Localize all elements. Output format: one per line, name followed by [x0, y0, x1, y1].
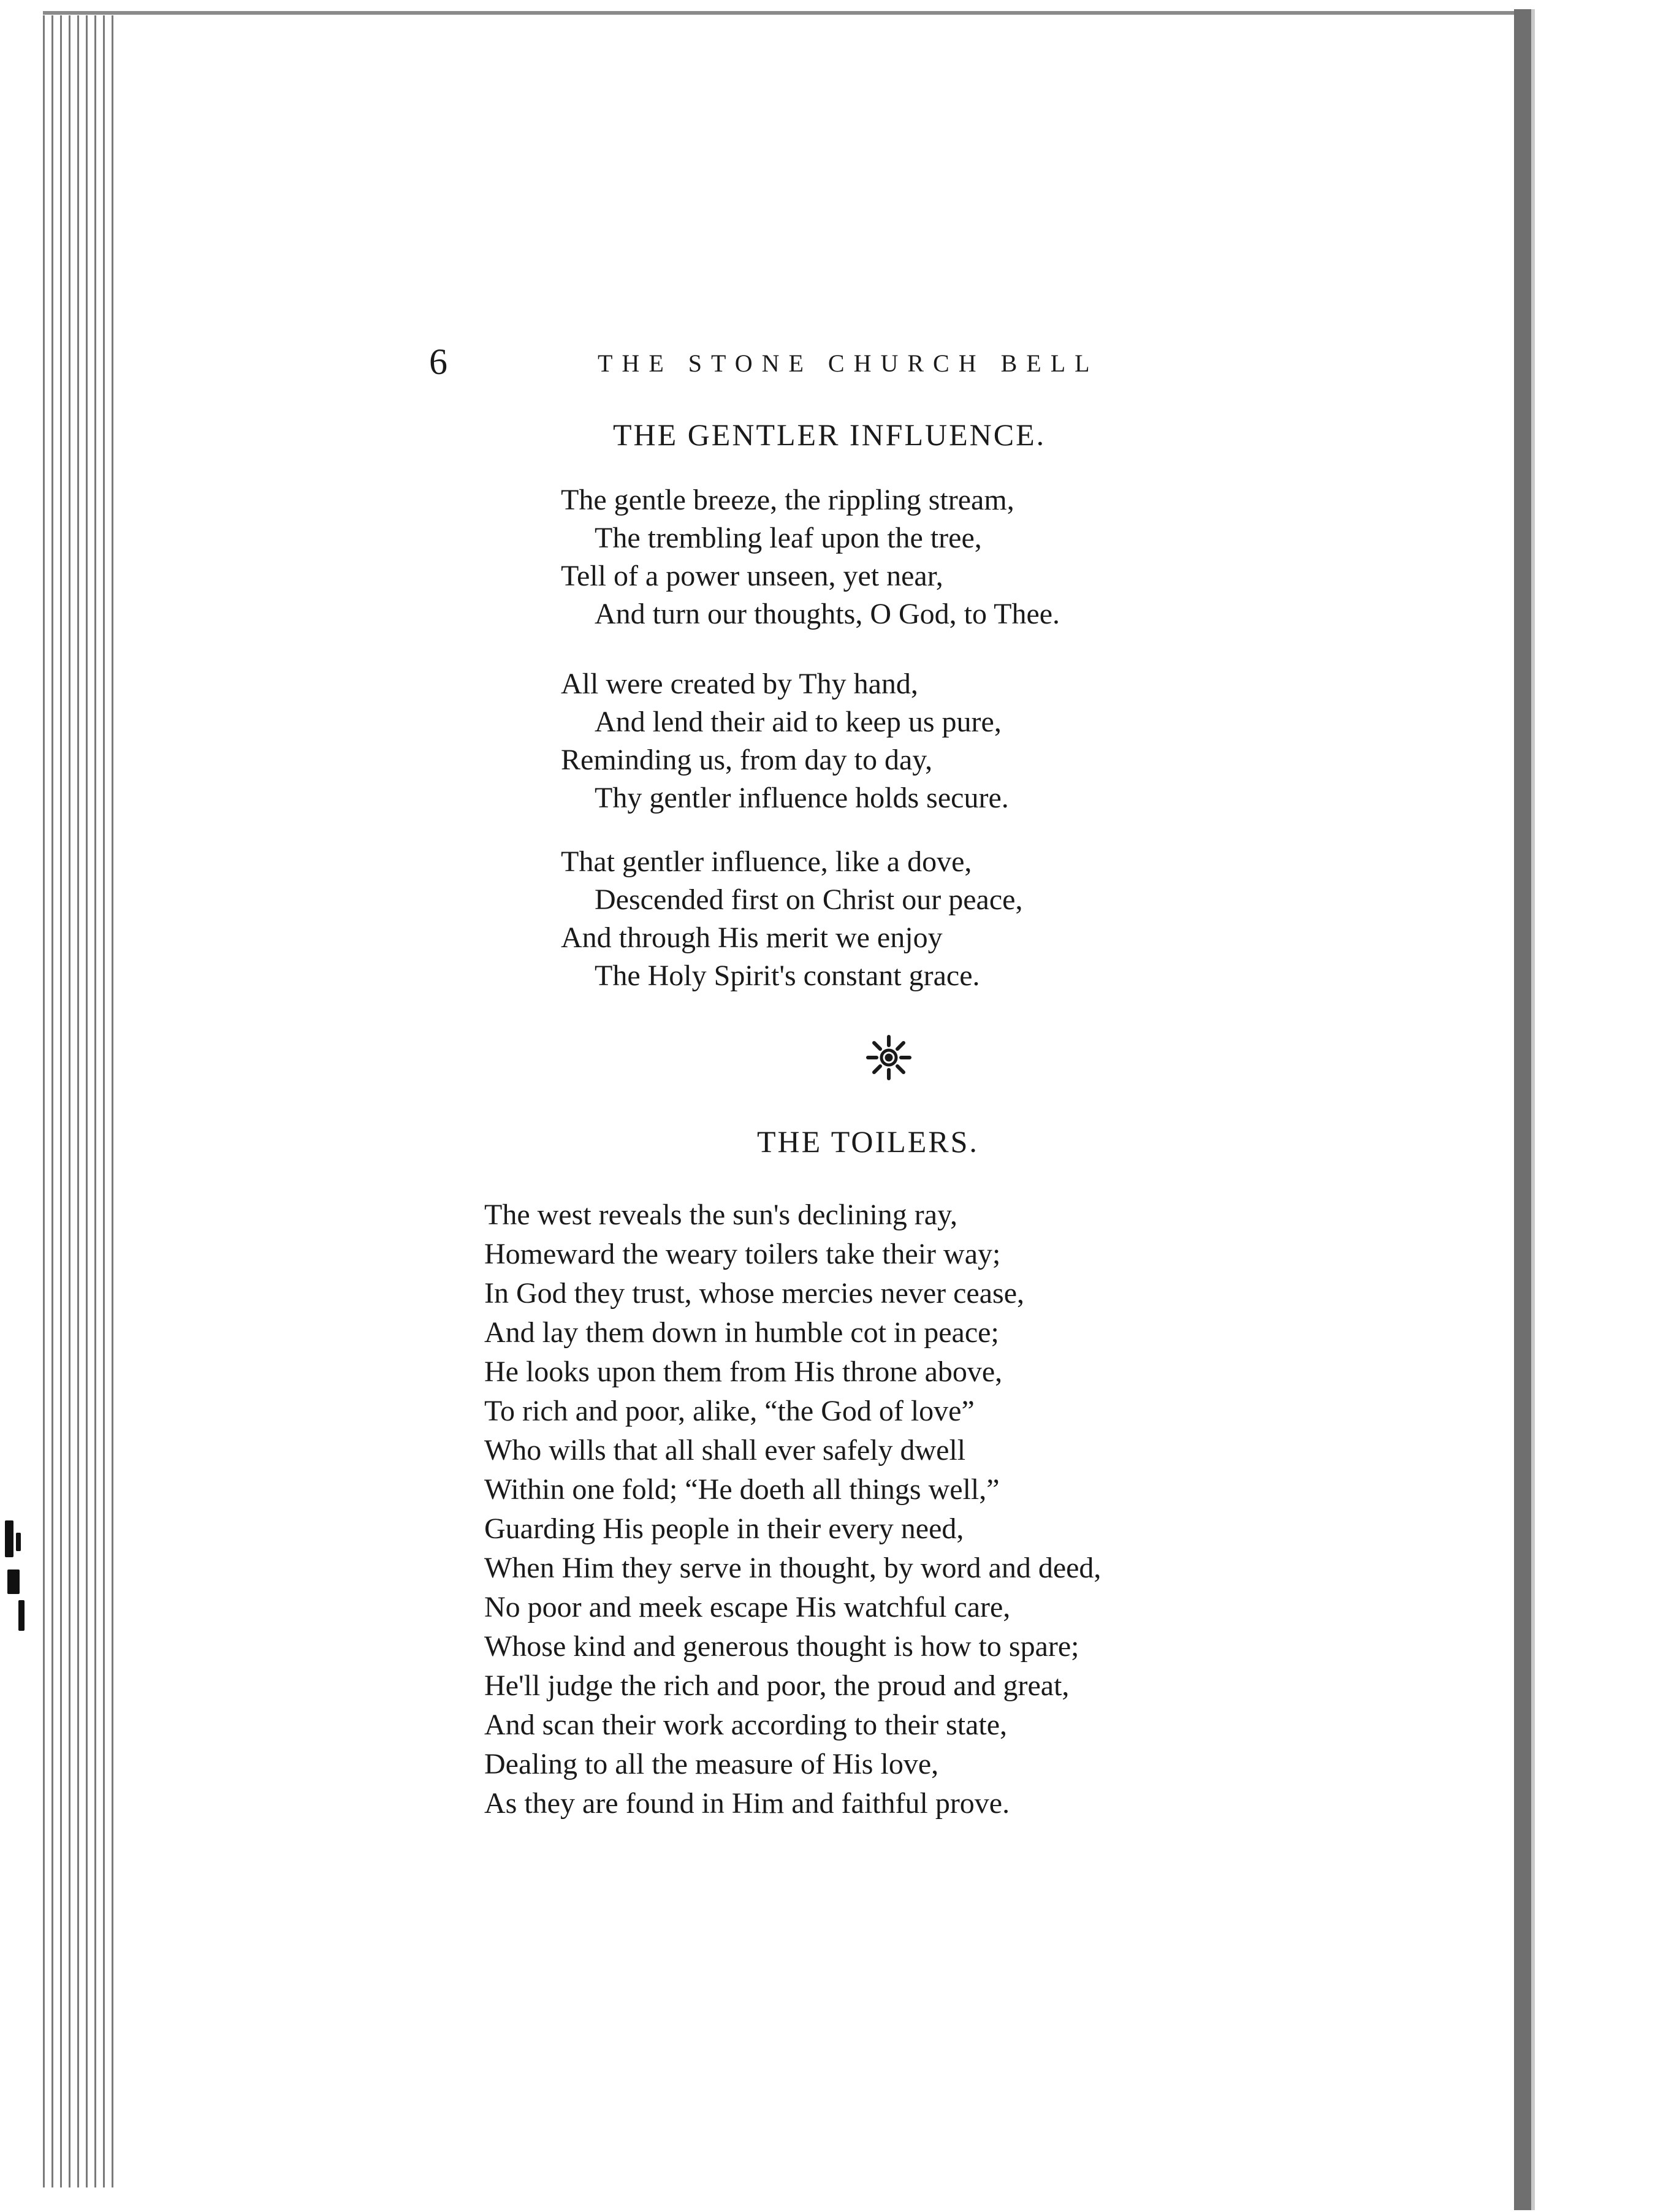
sun-ornament-icon: [864, 1033, 913, 1082]
page-stack-edges: [43, 0, 123, 2212]
verse-line: Within one fold; “He doeth all things well,”: [484, 1473, 1000, 1506]
verse-line: The gentle breeze, the rippling stream,: [561, 484, 1014, 516]
verse-line: All were created by Thy hand,: [561, 668, 918, 700]
verse-line: When Him they serve in thought, by word and deed,: [484, 1552, 1101, 1584]
verse-line: Descended first on Christ our peace,: [595, 883, 1023, 916]
verse-line: And lay them down in humble cot in peace;: [484, 1316, 999, 1349]
verse-line: As they are found in Him and faithful prove.: [484, 1787, 1010, 1820]
page-number: 6: [429, 341, 447, 382]
verse-line: Guarding His people in their every need,: [484, 1512, 964, 1545]
verse-line: Reminding us, from day to day,: [561, 744, 933, 776]
verse-line: The west reveals the sun's declining ray,: [484, 1199, 957, 1231]
running-title: THE STONE CHURCH BELL: [598, 349, 1099, 377]
verse-line: The trembling leaf upon the tree,: [595, 522, 982, 554]
verse-line: Homeward the weary toilers take their way;: [484, 1238, 1001, 1270]
verse-line: And through His merit we enjoy: [561, 921, 943, 954]
verse-line: No poor and meek escape His watchful care,: [484, 1591, 1011, 1623]
verse-line: Thy gentler influence holds secure.: [595, 782, 1009, 814]
stanza: [561, 843, 1022, 995]
binding-edge: [1531, 9, 1535, 2210]
verse-line: That gentler influence, like a dove,: [561, 845, 972, 878]
verse-line: And scan their work according to their state,: [484, 1709, 1008, 1741]
verse-line: To rich and poor, alike, “the God of love”: [484, 1395, 975, 1427]
verse-line: Tell of a power unseen, yet near,: [561, 560, 943, 592]
verse-line: He'll judge the rich and poor, the proud and great,: [484, 1669, 1070, 1702]
poem-title-gentler-influence: THE GENTLER INFLUENCE.: [613, 418, 1046, 452]
verse-line: He looks upon them from His throne above,: [484, 1356, 1003, 1388]
verse-line: Dealing to all the measure of His love,: [484, 1748, 939, 1780]
scan-specks: [0, 1508, 37, 1649]
stanza: [561, 481, 1060, 633]
verse-line: Whose kind and generous thought is how to spare;: [484, 1630, 1079, 1663]
verse-line: In God they trust, whose mercies never cease,: [484, 1277, 1025, 1310]
binding-shadow: [1514, 9, 1531, 2210]
verse-line: Who wills that all shall ever safely dwell: [484, 1434, 966, 1466]
page-top-edge: [43, 11, 1514, 15]
poem-title-toilers: THE TOILERS.: [757, 1124, 979, 1159]
verse-line: And lend their aid to keep us pure,: [595, 706, 1002, 738]
running-head: [429, 340, 1318, 383]
stanza: [561, 665, 1009, 817]
verse-line: The Holy Spirit's constant grace.: [595, 959, 980, 992]
verse-line: And turn our thoughts, O God, to Thee.: [595, 598, 1060, 630]
poem-body-toilers: [484, 1196, 1101, 1823]
